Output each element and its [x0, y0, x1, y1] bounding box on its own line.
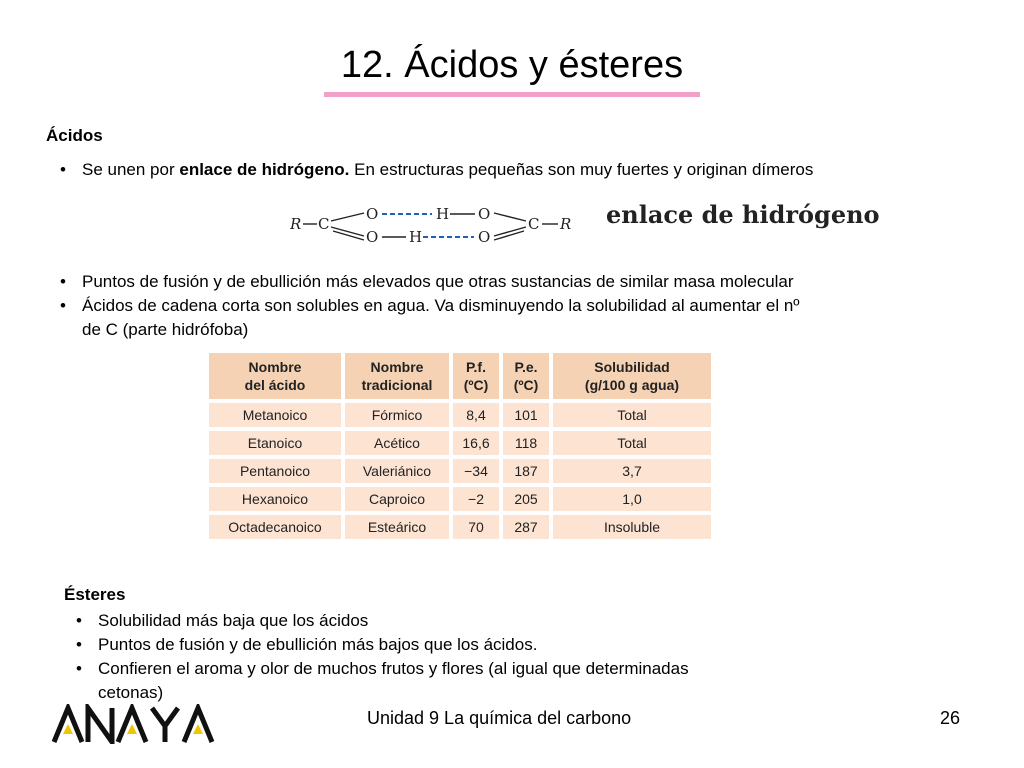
- c-right-label: C: [528, 215, 540, 233]
- header-nombre-acido: Nombre del ácido: [209, 353, 341, 399]
- table-row: [209, 403, 711, 427]
- bullet-bold-text: enlace de hidrógeno.: [179, 160, 350, 179]
- table-cell: −2: [453, 487, 499, 511]
- bullet-text-continued: de C (parte hidrófoba): [82, 320, 249, 339]
- table-cell: 70: [453, 515, 499, 539]
- table-cell: Insoluble: [553, 515, 711, 539]
- table-cell: Caproico: [345, 487, 449, 511]
- table-row: [209, 459, 711, 483]
- hydrogen-bond-label: enlace de hidrógeno: [606, 200, 880, 229]
- table-cell: 205: [503, 487, 549, 511]
- table-row: [209, 431, 711, 455]
- o-top-right-label: O: [478, 205, 491, 223]
- bullet-text: Ácidos de cadena corta son solubles en agua. Va disminuyendo la solubilidad al aumentar el nº: [82, 296, 800, 315]
- bullet-text: Confieren el aroma y olor de muchos frutos y flores (al igual que determinadas: [98, 659, 689, 678]
- acidos-heading: Ácidos: [46, 126, 103, 145]
- table-row: [209, 515, 711, 539]
- slide-title: 12. Ácidos y ésteres: [340, 44, 684, 86]
- table-row: [209, 487, 711, 511]
- table-cell: Octadecanoico: [209, 515, 341, 539]
- bullet-dot: •: [76, 659, 82, 678]
- bullet-text: Puntos de fusión y de ebullición más bajos que los ácidos.: [98, 635, 538, 654]
- table-cell: Total: [553, 431, 711, 455]
- table-header-row: [209, 353, 711, 399]
- table-cell: Esteárico: [345, 515, 449, 539]
- acidos-bullet-3: [60, 294, 800, 342]
- esteres-bullet-3: [76, 657, 689, 705]
- bullet-text: En estructuras pequeñas son muy fuertes y originan dímeros: [349, 160, 814, 179]
- bullet-text: Puntos de fusión y de ebullición más elevados que otras sustancias de similar masa molecular: [82, 272, 794, 291]
- table-cell: 3,7: [553, 459, 711, 483]
- acid-properties-table: [205, 349, 715, 543]
- header-punto-fusion: P.f. (ºC): [453, 353, 499, 399]
- acidos-bullet-2: [60, 270, 794, 294]
- o-bottom-right-label: O: [478, 228, 491, 246]
- bullet-text: Solubilidad más baja que los ácidos: [98, 611, 369, 630]
- bullet-dot: •: [60, 160, 66, 179]
- anaya-logo: [52, 704, 216, 744]
- o-top-left-label: O: [366, 205, 379, 223]
- c-left-label: C: [318, 215, 330, 233]
- table-cell: Pentanoico: [209, 459, 341, 483]
- table-cell: 8,4: [453, 403, 499, 427]
- o-bottom-left-label: O: [366, 228, 379, 246]
- table-cell: 187: [503, 459, 549, 483]
- esteres-bullet-1: [76, 609, 369, 633]
- bullet-text-continued: cetonas): [98, 683, 164, 702]
- header-punto-ebullicion: P.e. (ºC): [503, 353, 549, 399]
- table-cell: 16,6: [453, 431, 499, 455]
- carboxylic-acid-dimer-diagram: [290, 200, 590, 246]
- bullet-dot: •: [76, 635, 82, 654]
- table-cell: Hexanoico: [209, 487, 341, 511]
- table-cell: 101: [503, 403, 549, 427]
- table-cell: Fórmico: [345, 403, 449, 427]
- table-cell: 118: [503, 431, 549, 455]
- esteres-heading: Ésteres: [64, 585, 126, 604]
- bullet-text: Se unen por: [82, 160, 180, 179]
- h-top-label: H: [436, 205, 450, 223]
- header-solubilidad: Solubilidad (g/100 g agua): [553, 353, 711, 399]
- bullet-dot: •: [60, 272, 66, 291]
- h-bottom-label: H: [409, 228, 423, 246]
- bullet-dot: •: [76, 611, 82, 630]
- acidos-bullet-1: [60, 158, 814, 182]
- page-number: 26: [940, 708, 961, 728]
- bullet-dot: •: [60, 296, 66, 315]
- table-cell: −34: [453, 459, 499, 483]
- r-left-label: R: [290, 215, 302, 233]
- footer-unit-title: Unidad 9 La química del carbono: [367, 708, 632, 728]
- title-underline: [324, 92, 700, 97]
- table-cell: Valeriánico: [345, 459, 449, 483]
- esteres-bullet-2: [76, 633, 538, 657]
- r-right-label: R: [560, 215, 572, 233]
- table-cell: Total: [553, 403, 711, 427]
- header-nombre-tradicional: Nombre tradicional: [345, 353, 449, 399]
- table-cell: 1,0: [553, 487, 711, 511]
- table-cell: Metanoico: [209, 403, 341, 427]
- table-cell: Acético: [345, 431, 449, 455]
- table-cell: Etanoico: [209, 431, 341, 455]
- table-cell: 287: [503, 515, 549, 539]
